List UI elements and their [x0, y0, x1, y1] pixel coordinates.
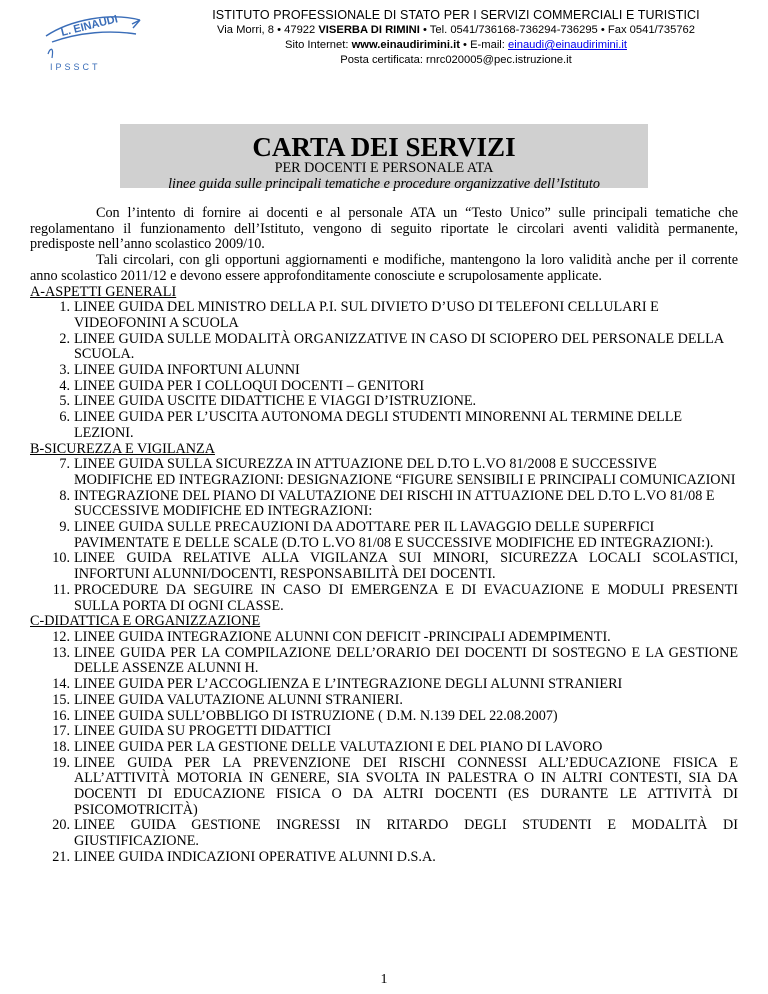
list-item-text: LINEE GUIDA DEL MINISTRO DELLA P.I. SUL DIVIETO D’USO DI TELEFONI CELLULARI E VIDEOFONINI A SCUOLA: [74, 299, 659, 331]
list-item: [30, 394, 738, 410]
sections: [30, 285, 738, 866]
list-item-text: LINEE GUIDA PER L’ACCOGLIENZA E L’INTEGRAZIONE DEGLI ALUNNI STRANIERI: [74, 676, 623, 693]
list-item: [30, 724, 738, 740]
list-item-number: 4.: [59, 377, 70, 394]
web-label: Sito Internet:: [285, 39, 352, 51]
list-item-number: 11.: [52, 581, 70, 598]
document-tagline: linee guida sulle principali tematiche e procedure organizzative dell’Istituto: [168, 176, 600, 192]
list-item: [30, 379, 738, 395]
list-item-text: LINEE GUIDA SU PROGETTI DIDATTICI: [74, 723, 331, 740]
list-item-number: 1.: [59, 299, 70, 316]
section-heading: A-ASPETTI GENERALI: [30, 283, 177, 300]
list-item-number: 2.: [59, 330, 70, 347]
logo-subtext: IPSSCT: [50, 62, 101, 72]
list-item: [30, 630, 738, 646]
list-item-number: 3.: [59, 362, 70, 379]
list-item-number: 15.: [52, 691, 70, 708]
list-item: [30, 740, 738, 756]
list-item: [30, 489, 738, 520]
logo-text: L. EINAUDI: [59, 13, 120, 39]
section-heading: B-SICUREZZA E VIGILANZA: [30, 440, 215, 457]
list-item: [30, 850, 738, 866]
pec-line: Posta certificata: rnrc020005@pec.istruzione.it: [340, 54, 572, 66]
intro-paragraph: Con l’intento di fornire ai docenti e al personale ATA un “Testo Unico” sulle principali tematiche che regolamentano il funzionamento dell’Istituto, vengono di seguito riportate le circolari aventi validità permanente, predisposte nell’anno scolastico 2009/10.: [30, 205, 738, 253]
list-item-number: 9.: [59, 519, 70, 536]
intro: [30, 206, 738, 285]
list-item: [30, 332, 738, 363]
list-item-text: LINEE GUIDA INTEGRAZIONE ALUNNI CON DEFICIT -PRINCIPALI ADEMPIMENTI.: [74, 628, 611, 645]
list-item-text: LINEE GUIDA PER I COLLOQUI DOCENTI – GENITORI: [74, 377, 425, 394]
email-label: • E-mail:: [459, 39, 509, 51]
section-heading: C-DIDATTICA E ORGANIZZAZIONE: [30, 613, 261, 630]
list-item-text: LINEE GUIDA SULLE MODALITÀ ORGANIZZATIVE IN CASO DI SCIOPERO DEL PERSONALE DELLA SCUOLA.: [74, 330, 724, 363]
school-logo: [40, 8, 146, 80]
address-text: Via Morri, 8 • 47922: [217, 24, 319, 36]
list-item-number: 5.: [59, 393, 70, 410]
section-list: [30, 630, 738, 866]
list-item: [30, 457, 738, 488]
list-item-number: 19.: [52, 754, 70, 771]
list-item-text: LINEE GUIDA INDICAZIONI OPERATIVE ALUNNI D.S.A.: [74, 848, 436, 865]
list-item: [30, 583, 738, 614]
list-item-number: 16.: [52, 707, 70, 724]
list-item: [30, 363, 738, 379]
list-item: [30, 300, 738, 331]
list-item-text: LINEE GUIDA SULLA SICUREZZA IN ATTUAZIONE DEL D.TO L.VO 81/2008 E SUCCESSIVE MODIFICHE ED INTEGRAZIONI: DESIGNAZIONE “FIGURE SENSIBILI E PRINCIPALI COMUNICAZIONI: [74, 456, 736, 488]
list-item-number: 7.: [59, 456, 70, 473]
section-list: [30, 457, 738, 614]
document-body: [30, 206, 738, 866]
list-item-number: 10.: [52, 550, 70, 567]
list-item-text: LINEE GUIDA PER LA COMPILAZIONE DELL’ORARIO DEI DOCENTI DI SOSTEGNO E LA GESTIONE DELLE ASSENZE ALUNNI H.: [74, 644, 738, 677]
website-link[interactable]: www.einaudirimini.it: [351, 39, 460, 51]
list-item-text: LINEE GUIDA GESTIONE INGRESSI IN RITARDO DEGLI STUDENTI E MODALITÀ DI GIUSTIFICAZIONE.: [74, 817, 738, 850]
list-item-number: 12.: [52, 628, 70, 645]
list-item-number: 13.: [52, 644, 70, 661]
list-item-number: 6.: [59, 409, 70, 426]
list-item-text: LINEE GUIDA INFORTUNI ALUNNI: [74, 362, 300, 379]
list-item-text: LINEE GUIDA SULLE PRECAUZIONI DA ADOTTARE PER IL LAVAGGIO DELLE SUPERFICI PAVIMENTATE E DELLE SCALE (D.TO L.VO 81/08 E SUCCESSIVE MODIFICHE ED INTEGRAZIONI:).: [74, 519, 714, 551]
list-item-number: 20.: [52, 817, 70, 834]
list-item-number: 8.: [59, 487, 70, 504]
section-list: [30, 300, 738, 441]
address-city: VISERBA DI RIMINI: [318, 24, 420, 36]
list-item-text: LINEE GUIDA VALUTAZIONE ALUNNI STRANIERI.: [74, 691, 403, 708]
document-title: CARTA DEI SERVIZI: [252, 132, 516, 162]
letterhead: [160, 8, 752, 68]
list-item: [30, 646, 738, 677]
list-item-number: 18.: [52, 738, 70, 755]
list-item-text: LINEE GUIDA PER LA PREVENZIONE DEI RISCHI CONNESSI ALL’EDUCAZIONE FISICA E ALL’ATTIVITÀ MOTORIA IN GENERE, SIA SVOLTA IN PALESTRA O IN ALTRI CONTESTI, SIA DA DOCENTI DI EDUCAZIONE FISICA O DA ALTRI DOCENTI (ES DURANTE LE ATTIVITÀ DI PSICOMOTRICITÀ): [74, 754, 738, 818]
list-item: [30, 551, 738, 582]
list-item-number: 14.: [52, 676, 70, 693]
list-item: [30, 709, 738, 725]
list-item-number: 21.: [52, 848, 70, 865]
list-item-text: LINEE GUIDA SULL’OBBLIGO DI ISTRUZIONE ( D.M. N.139 DEL 22.08.2007): [74, 707, 558, 724]
address-line: [160, 23, 752, 38]
list-item: [30, 818, 738, 849]
page-number: 1: [380, 972, 388, 987]
email-link[interactable]: einaudi@einaudirimini.it: [508, 39, 627, 51]
list-item: [30, 677, 738, 693]
list-item: [30, 693, 738, 709]
contact-numbers: • Tel. 0541/736168-736294-736295 • Fax 0541/735762: [419, 24, 695, 36]
list-item: [30, 756, 738, 819]
list-item-text: PROCEDURE DA SEGUIRE IN CASO DI EMERGENZA E DI EVACUAZIONE E MODULI PRESENTI SULLA PORTA DI OGNI CLASSE.: [74, 581, 738, 614]
list-item-text: LINEE GUIDA USCITE DIDATTICHE E VIAGGI D’ISTRUZIONE.: [74, 393, 477, 410]
document-subtitle: PER DOCENTI E PERSONALE ATA: [274, 160, 494, 176]
list-item: [30, 520, 738, 551]
list-item-number: 17.: [52, 723, 70, 740]
list-item-text: INTEGRAZIONE DEL PIANO DI VALUTAZIONE DEI RISCHI IN ATTUAZIONE DEL D.TO L.VO 81/08 E SUCCESSIVE MODIFICHE ED INTEGRAZIONI:: [74, 487, 715, 520]
list-item-text: LINEE GUIDA RELATIVE ALLA VIGILANZA SUI MINORI, SICUREZZA LOCALI SCOLASTICI, INFORTUNI ALUNNI/DOCENTI, RESPONSABILITÀ DEI DOCENTI.: [74, 550, 738, 583]
list-item-text: LINEE GUIDA PER LA GESTIONE DELLE VALUTAZIONI E DEL PIANO DI LAVORO: [74, 738, 603, 755]
list-item-text: LINEE GUIDA PER L’USCITA AUTONOMA DEGLI STUDENTI MINORENNI AL TERMINE DELLE LEZIONI.: [74, 409, 683, 441]
intro-paragraph: Tali circolari, con gli opportuni aggiornamenti e modifiche, mantengono la loro validità anche per il corrente anno scolastico 2011/12 e devono essere approfonditamente conosciute e scrupolosamente applicate.: [30, 252, 738, 284]
web-line: [160, 38, 752, 53]
institute-name: ISTITUTO PROFESSIONALE DI STATO PER I SERVIZI COMMERCIALI E TURISTICI: [212, 8, 700, 22]
list-item: [30, 410, 738, 441]
